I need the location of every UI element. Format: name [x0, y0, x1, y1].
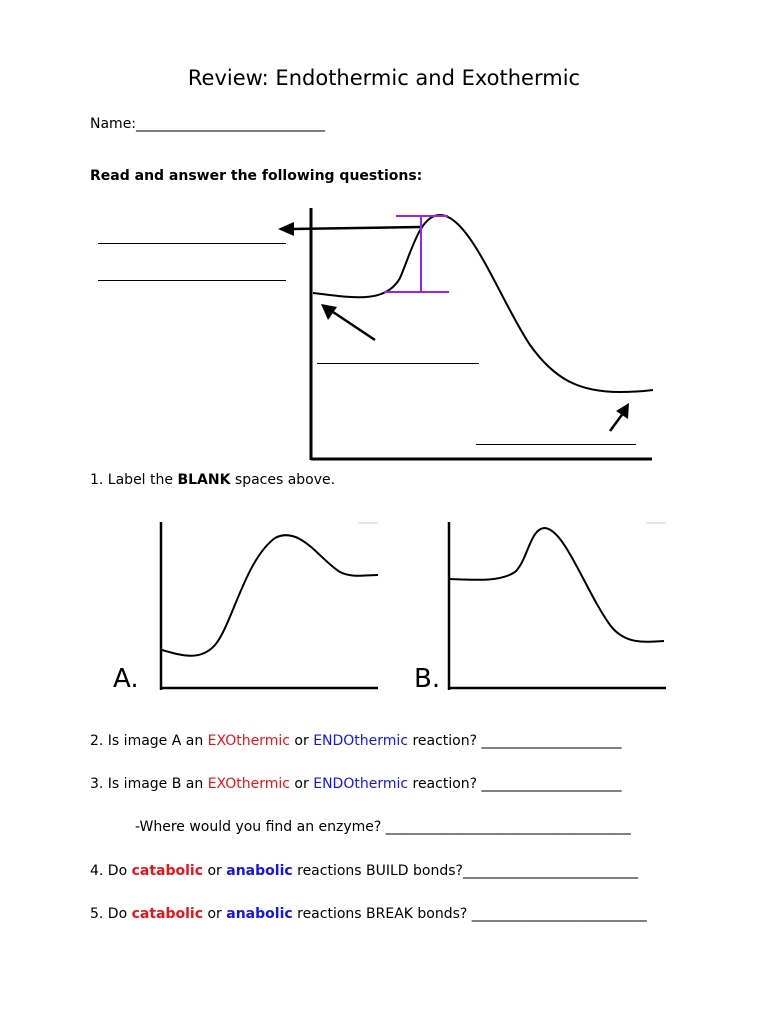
- question-4-or: or: [203, 863, 227, 879]
- question-5-anabolic: anabolic: [226, 906, 293, 922]
- question-3-answer[interactable]: reaction? ____________________: [408, 776, 622, 792]
- question-3: [90, 776, 622, 792]
- question-4-answer[interactable]: reactions BUILD bonds?_________________________: [292, 863, 638, 879]
- question-3-or: or: [289, 776, 314, 792]
- question-2-endo: ENDOthermic: [313, 733, 409, 749]
- instructions: Read and answer the following questions:: [90, 168, 423, 184]
- graph-b-curve: [450, 528, 664, 642]
- question-4-prefix: 4. Do: [90, 863, 132, 879]
- question-4: [90, 863, 638, 879]
- question-3-endo: ENDOthermic: [313, 776, 409, 792]
- question-4-catabolic: catabolic: [131, 863, 204, 879]
- name-field[interactable]: Name:___________________________: [90, 116, 326, 132]
- question-2-exo: EXOthermic: [207, 733, 290, 749]
- question-3-prefix: 3. Is image B an: [90, 776, 208, 792]
- question-4-anabolic: anabolic: [226, 863, 293, 879]
- question-3-exo: EXOthermic: [207, 776, 290, 792]
- question-2-prefix: 2. Is image A an: [90, 733, 208, 749]
- question-1-suffix: spaces above.: [230, 472, 336, 488]
- graph-a-label: A.: [113, 664, 139, 694]
- graph-b-label: B.: [414, 664, 441, 694]
- question-5-prefix: 5. Do: [90, 906, 132, 922]
- question-5-or: or: [203, 906, 227, 922]
- question-2: [90, 733, 622, 749]
- question-5-answer[interactable]: reactions BREAK bonds? _________________________: [292, 906, 647, 922]
- question-2-answer[interactable]: reaction? ____________________: [408, 733, 622, 749]
- question-3b[interactable]: -Where would you find an enzyme? ___________________________________: [135, 819, 631, 835]
- question-1-bold: BLANK: [177, 472, 231, 488]
- question-5: [90, 906, 647, 922]
- page-title: Review: Endothermic and Exothermic: [187, 66, 581, 90]
- question-5-catabolic: catabolic: [131, 906, 204, 922]
- question-2-or: or: [289, 733, 314, 749]
- question-1-prefix: 1. Label the: [90, 472, 178, 488]
